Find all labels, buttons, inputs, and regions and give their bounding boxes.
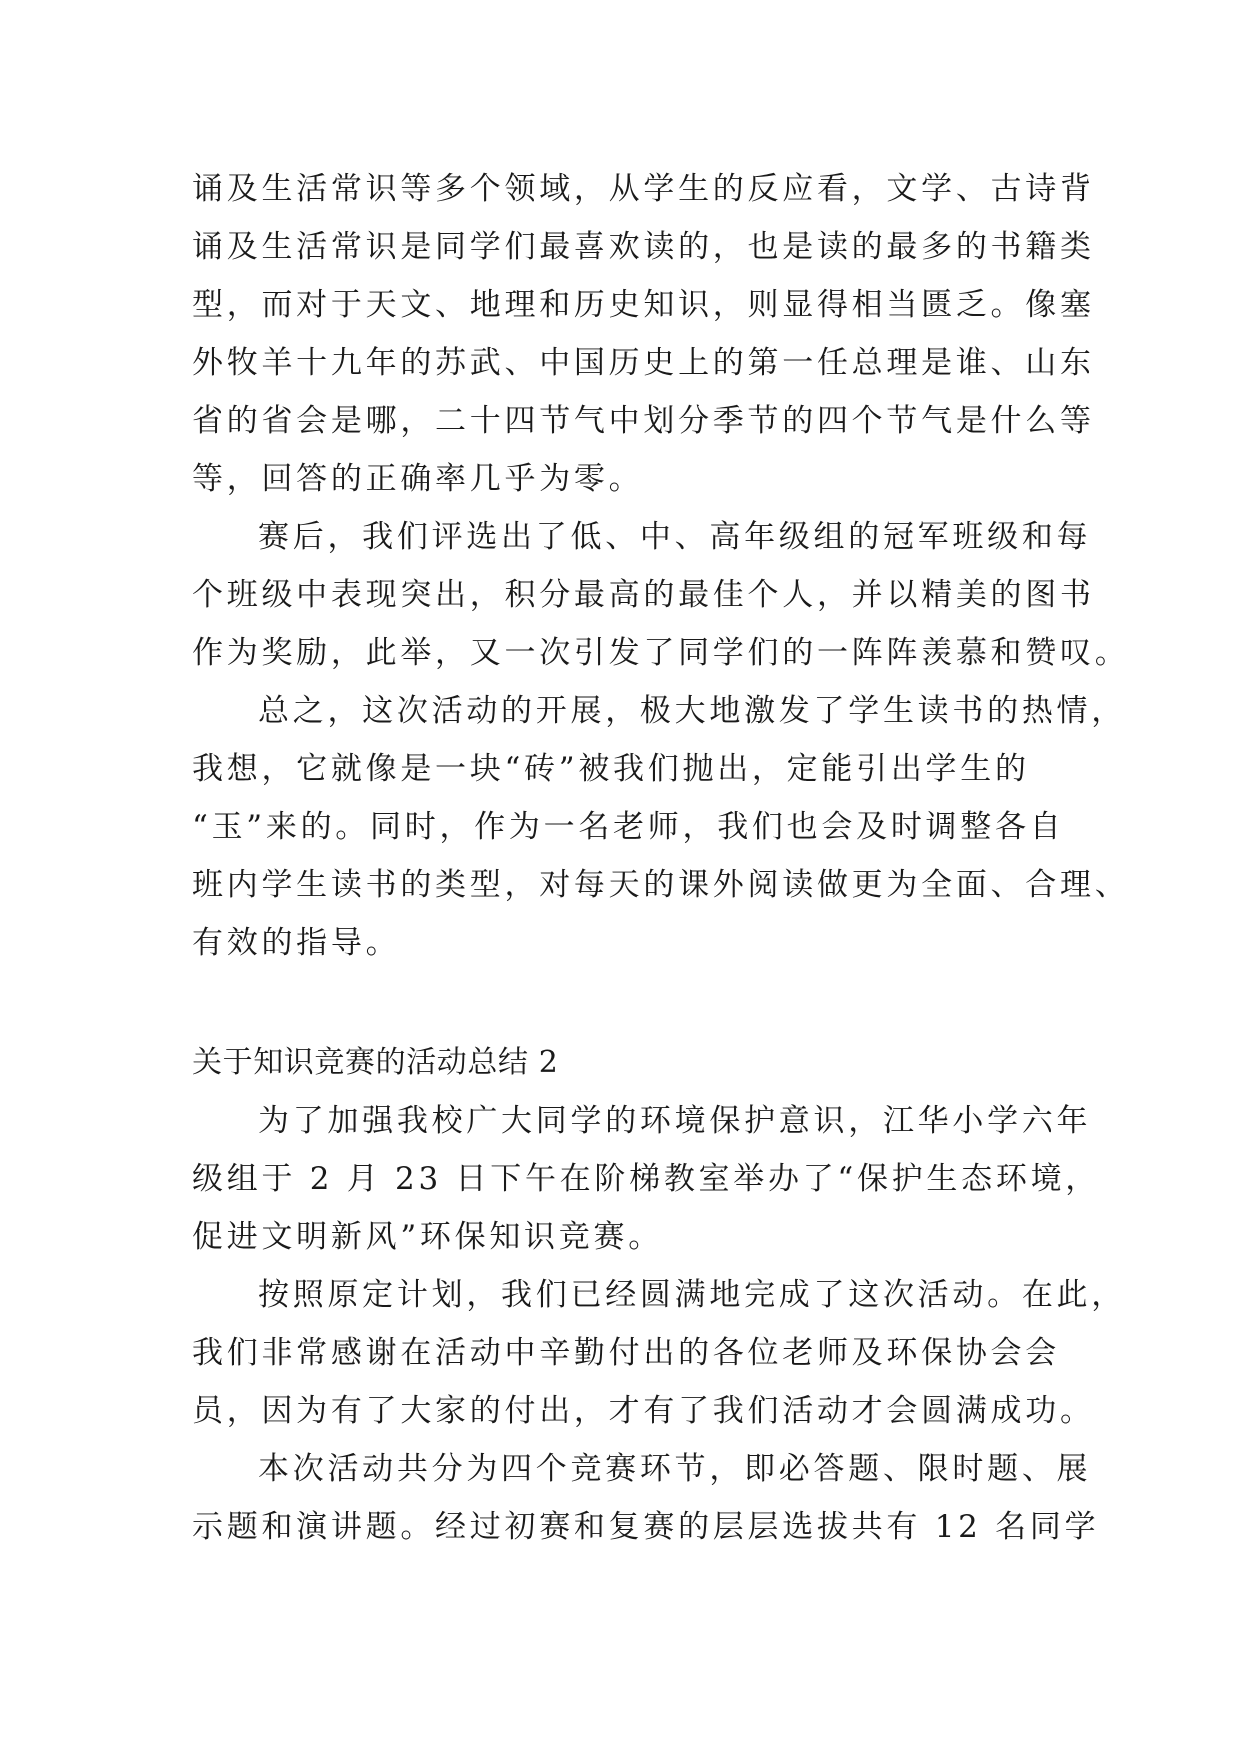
text-line: 有效的指导。 [192, 925, 401, 961]
text-line: 等，回答的正确率几乎为零。 [192, 461, 644, 497]
text-line: 外牧羊十九年的苏武、中国历史上的第一任总理是谁、山东 [192, 345, 1095, 381]
text-line: “玉”来的。同时，作为一名老师，我们也会及时调整各自 [192, 809, 1065, 845]
text-line: 我们非常感谢在活动中辛勤付出的各位老师及环保协会会 [192, 1335, 1060, 1371]
text-line: 级组于 2 月 23 日下午在阶梯教室举办了“保护生态环境， [192, 1161, 1101, 1197]
text-line: 按照原定计划，我们已经圆满地完成了这次活动。在此， [258, 1277, 1126, 1313]
text-line: 个班级中表现突出，积分最高的最佳个人，并以精美的图书 [192, 577, 1095, 613]
text-line: 总之，这次活动的开展，极大地激发了学生读书的热情， [258, 693, 1126, 729]
text-line: 员，因为有了大家的付出，才有了我们活动才会圆满成功。 [192, 1393, 1095, 1429]
paragraph-block-2 [192, 1092, 1126, 1556]
text-line: 我想，它就像是一块“砖”被我们抛出，定能引出学生的 [192, 751, 1030, 787]
text-line: 作为奖励，此举，又一次引发了同学们的一阵阵羡慕和赞叹。 [192, 635, 1130, 671]
text-line: 班内学生读书的类型，对每天的课外阅读做更为全面、合理、 [192, 867, 1130, 903]
paragraph-block-1 [192, 160, 1130, 972]
text-line: 示题和演讲题。经过初赛和复赛的层层选拔共有 12 名同学 [192, 1509, 1100, 1545]
text-line: 省的省会是哪，二十四节气中划分季节的四个节气是什么等 [192, 403, 1095, 439]
text-line: 为了加强我校广大同学的环境保护意识，江华小学六年 [258, 1103, 1092, 1139]
section-title: 关于知识竞赛的活动总结 2 [192, 1045, 559, 1080]
text-line: 诵及生活常识是同学们最喜欢读的，也是读的最多的书籍类 [192, 229, 1095, 265]
text-line: 赛后，我们评选出了低、中、高年级组的冠军班级和每 [258, 519, 1092, 555]
section-gap [192, 972, 1052, 1034]
text-line: 本次活动共分为四个竞赛环节，即必答题、限时题、展 [258, 1451, 1092, 1487]
text-line: 诵及生活常识等多个领域，从学生的反应看，文学、古诗背 [192, 171, 1095, 207]
text-line: 促进文明新风”环保知识竞赛。 [192, 1219, 663, 1255]
document-page [192, 160, 1130, 1556]
text-line: 型，而对于天文、地理和历史知识，则显得相当匮乏。像塞 [192, 287, 1095, 323]
